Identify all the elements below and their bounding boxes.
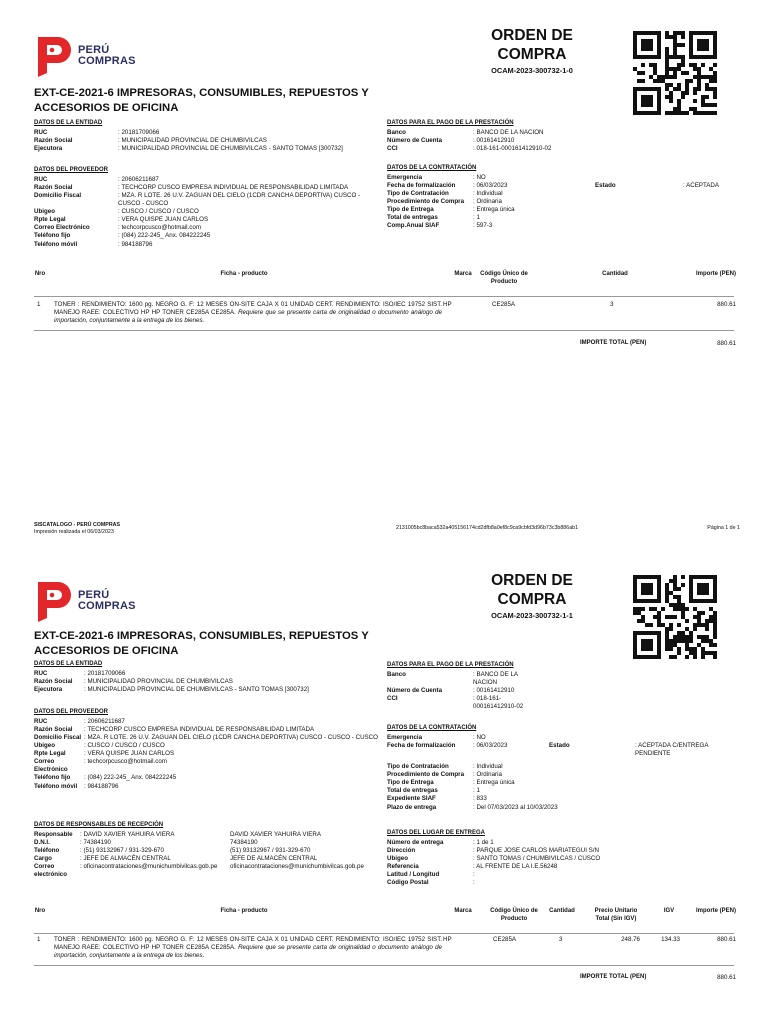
row-nro: 1 <box>37 301 41 308</box>
entity-ruc: : 20181709066 <box>118 129 160 136</box>
payment-account: : 00161412910 <box>473 687 515 695</box>
supplier-razon: : TECHCORP CUSCO EMPRESA INDIVIDUAL DE RESPONSABILIDAD LIMITADA <box>84 726 315 734</box>
row-ficha-note: Requiere que se presente carta de originalidad o documento análogo de importación, conjuntamente a la entrega de los bienes. <box>54 309 442 325</box>
supplier-mobile: : 984188796 <box>118 240 153 248</box>
col-cantidad: Cantidad <box>602 271 628 277</box>
entity-ruc: : 20181709066 <box>84 670 126 677</box>
contract-siaf-label: Expediente SIAF <box>387 795 436 803</box>
peru-compras-logo <box>34 577 144 625</box>
contract-emergency-label: Emergencia <box>387 174 423 181</box>
supplier-ubigeo: : CUSCO / CUSCO / CUSCO <box>84 742 165 750</box>
delivery-reference-label: Referencia <box>387 863 419 871</box>
payment-cci: : 018-161-000161412910-02 <box>473 145 552 153</box>
contract-date-label: Fecha de formalización <box>387 742 456 750</box>
delivery-place-header: DATOS DEL LUGAR DE ENTREGA <box>387 830 486 836</box>
supplier-phone: : (084) 222-245_ Anx. 084222245 <box>84 774 177 782</box>
payment-cci: : 018-161-000161412910-02 <box>473 695 524 711</box>
reception-dni-1: : 74384190 <box>80 839 111 847</box>
col-igv: IGV <box>663 908 675 914</box>
footer-hash: 2131005bc8baca532a405156174cd2dfb8a0ef8c9ca9cbfd3d96b73c3b886ab1 <box>396 525 579 531</box>
contract-deadline-label: Plazo de entrega <box>387 803 437 811</box>
delivery-reference: : AL FRENTE DE LA I.E.56248 <box>473 863 558 871</box>
contract-date: : 06/03/2023 <box>473 742 508 750</box>
contract-status: : ACEPTADA <box>683 182 719 190</box>
payment-account-label: Número de Cuenta <box>387 137 443 145</box>
footer-page: Página 1 de 1 <box>707 525 740 531</box>
entity-section <box>34 661 379 694</box>
reception-cargo-1: : JEFE DE ALMACÉN CENTRAL <box>80 855 171 863</box>
footer-system: SISCATALOGO - PERÚ COMPRAS <box>34 522 121 528</box>
order-code: OCAM-2023-300732-1-0 <box>491 65 573 75</box>
order-title-line1: ORDEN DE <box>491 572 573 589</box>
payment-account: : 00161412910 <box>473 137 515 145</box>
supplier-domicilio: : MZA. R LOTE. 26 U.V. ZAGUAN DEL CIELO (1CDR CANCHA DEPORTIVA) CUSCO - CUSCO - CUSCO <box>84 734 378 742</box>
order-title-line1: ORDEN DE <box>491 27 573 44</box>
contract-type: : Individual <box>473 763 503 771</box>
entity-razon-label: Razón Social <box>34 678 73 686</box>
delivery-place-section <box>387 830 732 887</box>
peru-compras-logo-icon <box>34 33 74 79</box>
delivery-address: : PARQUE JOSE CARLOS MARIATEGUI S/N <box>473 847 599 855</box>
entity-header: DATOS DE LA ENTIDAD <box>34 120 103 126</box>
entity-ejecutora-label: Ejecutora <box>34 145 63 153</box>
supplier-ubigeo-label: Ubigeo <box>34 208 55 216</box>
contract-type-label: Tipo de Contratación <box>387 190 449 198</box>
supplier-section <box>34 709 379 791</box>
table-row <box>34 936 734 966</box>
logo-text-line2: COMPRAS <box>78 600 136 612</box>
row-codigo: CE285A <box>492 301 516 308</box>
supplier-domicilio: : MZA. R LOTE. 26 U.V. ZAGUAN DEL CIELO (1CDR CANCHA DEPORTIVA) CUSCO - CUSCO - CUSCO <box>118 192 361 208</box>
contract-delivery-type: : Entrega única <box>473 206 515 214</box>
items-table-header <box>34 271 734 297</box>
supplier-email-label: Correo Electrónico <box>34 758 68 774</box>
footer-left <box>34 522 120 535</box>
supplier-email: : techcorpcusco@hotmail.com <box>84 758 167 766</box>
order-title-block <box>472 572 592 620</box>
contract-section <box>387 725 732 812</box>
contract-section <box>387 165 732 230</box>
payment-bank: : BANCO DE LA NACION <box>473 129 544 136</box>
supplier-phone: : (084) 222-245_ Anx. 084222245 <box>118 232 211 240</box>
contract-delivery-type-label: Tipo de Entrega <box>387 779 434 787</box>
contract-delivery-type: : Entrega única <box>473 779 515 787</box>
supplier-rpte: : VERA QUISPE JUAN CARLOS <box>118 216 209 224</box>
logo-text-line2: COMPRAS <box>78 55 136 67</box>
supplier-rpte-label: Rpte Legal <box>34 216 66 224</box>
supplier-domicilio-label: Domicilio Fiscal <box>34 192 82 200</box>
order-page-2 <box>0 545 768 1024</box>
contract-emergency: : NO <box>473 734 486 741</box>
contract-status-label: Estado <box>549 742 570 750</box>
row-importe: 880.61 <box>717 936 736 943</box>
reception-email-label: Correo electrónico <box>34 863 68 879</box>
reception-phone-1: : (51) 93132967 / 931-329-670 <box>80 847 164 855</box>
payment-header: DATOS PARA EL PAGO DE LA PRESTACIÓN <box>387 120 514 126</box>
col-nro: Nro <box>34 271 46 277</box>
contract-total-deliveries-label: Total de entregas <box>387 214 438 222</box>
entity-ejecutora-label: Ejecutora <box>34 686 63 694</box>
supplier-ruc-label: RUC <box>34 718 48 725</box>
contract-procedure-label: Procedimiento de Compra <box>387 198 465 206</box>
supplier-mobile-label: Teléfono móvil <box>34 782 78 790</box>
row-ficha-text: TONER : RENDIMIENTO: 1600 pg. NEGRO G. F: 12 MESES ON-SITE CAJA X 01 UNIDAD CERT. RENDIMIENTO: ISO/IEC 19752 SIST. MANEJO RAEE: COLECTIVO HP HP TONER CE285A CE285A. <box>54 301 442 317</box>
table-row <box>34 301 734 331</box>
col-nro: Nro <box>34 908 46 914</box>
entity-razon: : MUNICIPALIDAD PROVINCIAL DE CHUMBIVILCAS <box>84 678 233 686</box>
entity-razon-label: Razón Social <box>34 137 73 145</box>
row-ficha <box>54 301 442 325</box>
order-title-block <box>472 27 592 75</box>
contract-total-deliveries-label: Total de entregas <box>387 787 438 795</box>
supplier-razon-label: Razón Social <box>34 726 73 734</box>
contract-date-label: Fecha de formalización <box>387 182 456 190</box>
total-label: IMPORTE TOTAL (PEN) <box>580 340 647 346</box>
payment-header: DATOS PARA EL PAGO DE LA PRESTACIÓN <box>387 662 514 668</box>
col-codigo: Código Único de Producto <box>480 271 528 285</box>
delivery-postal: : <box>473 879 475 887</box>
row-cantidad: 3 <box>610 301 614 308</box>
reception-section <box>34 822 384 879</box>
total-label: IMPORTE TOTAL (PEN) <box>580 974 647 980</box>
reception-responsible-2: DAVID XAVIER YAHUIRA VIERA <box>230 831 322 838</box>
reception-phone-2: (51) 93132967 / 931-329-670 <box>230 847 311 855</box>
row-cantidad: 3 <box>559 936 563 943</box>
delivery-latlon: : <box>473 871 475 879</box>
row-marca: HP <box>443 936 452 943</box>
contract-procedure: : Ordinaria <box>473 198 502 206</box>
contract-emergency: : NO <box>473 174 486 181</box>
order-title-line2: COMPRA <box>497 45 567 63</box>
total-value: 880.61 <box>717 340 736 347</box>
row-ficha-note: Requiere que se presente carta de originalidad o documento análogo de importación, conjuntamente a la entrega de los bienes. <box>54 944 442 960</box>
order-title-line2: COMPRA <box>497 590 567 608</box>
reception-cargo-label: Cargo <box>34 855 52 863</box>
order-code: OCAM-2023-300732-1-1 <box>491 610 573 620</box>
delivery-postal-label: Código Postal <box>387 879 429 887</box>
payment-cci-label: CCI <box>387 145 398 153</box>
payment-bank: : BANCO DE LA NACION <box>473 671 518 687</box>
entity-ejecutora: : MUNICIPALIDAD PROVINCIAL DE CHUMBIVILCAS - SANTO TOMAS [300732] <box>84 686 309 694</box>
row-ficha-text: TONER : RENDIMIENTO: 1600 pg. NEGRO G. F: 12 MESES ON-SITE CAJA X 01 UNIDAD CERT. RENDIMIENTO: ISO/IEC 19752 SIST. MANEJO RAEE: COLECTIVO HP HP TONER CE285A CE285A. <box>54 936 442 952</box>
supplier-mobile: : 984188796 <box>84 782 119 790</box>
reception-responsible-1: : DAVID XAVIER YAHUIRA VIERA <box>80 831 175 838</box>
reception-email-2: oficinacontrataciones@munichumbivilcas.gob.pe <box>230 863 364 871</box>
entity-ruc-label: RUC <box>34 129 48 136</box>
reception-responsible-label: Responsable <box>34 831 73 838</box>
row-codigo: CE285A <box>493 936 517 943</box>
contract-procedure: : Ordinaria <box>473 771 502 779</box>
entity-ruc-label: RUC <box>34 670 48 677</box>
total-value: 880.61 <box>717 974 736 981</box>
supplier-domicilio-label: Domicilio Fiscal <box>34 734 82 742</box>
procedure-title: EXT-CE-2021-6 IMPRESORAS, CONSUMIBLES, REPUESTOS Y ACCESORIOS DE OFICINA <box>34 630 369 657</box>
contract-siaf: : 597-3 <box>473 222 493 230</box>
contract-status-label: Estado <box>595 182 616 190</box>
contract-status: : ACEPTADA C/ENTREGA PENDIENTE <box>635 742 709 758</box>
supplier-section <box>34 167 379 249</box>
reception-phone-label: Teléfono <box>34 847 60 855</box>
contract-total-deliveries: : 1 <box>473 787 480 795</box>
entity-ejecutora: : MUNICIPALIDAD PROVINCIAL DE CHUMBIVILCAS - SANTO TOMAS [300732] <box>118 145 343 153</box>
payment-section <box>387 120 727 153</box>
delivery-ubigeo: : SANTO TOMAS / CHUMBIVILCAS / CUSCO <box>473 855 601 863</box>
supplier-email: : techcorpcusco@hotmail.com <box>118 224 201 232</box>
contract-deadline: : Del 07/03/2023 al 10/03/2023 <box>473 803 558 811</box>
contract-procedure-label: Procedimiento de Compra <box>387 771 465 779</box>
procedure-title: EXT-CE-2021-6 IMPRESORAS, CONSUMIBLES, REPUESTOS Y ACCESORIOS DE OFICINA <box>34 87 369 114</box>
contract-date: : 06/03/2023 <box>473 182 508 190</box>
qr-code-icon <box>633 575 717 659</box>
entity-header: DATOS DE LA ENTIDAD <box>34 661 103 667</box>
logo-text-line1: PERÚ <box>78 44 110 56</box>
reception-dni-label: D.N.I. <box>34 839 50 847</box>
delivery-address-label: Dirección <box>387 847 416 855</box>
col-cantidad: Cantidad <box>549 908 575 914</box>
qr-code-icon <box>633 31 717 115</box>
supplier-header: DATOS DEL PROVEEDOR <box>34 709 109 715</box>
row-marca: HP <box>443 301 452 308</box>
supplier-ruc: : 20606211687 <box>84 718 125 725</box>
contract-header: DATOS DE LA CONTRATACIÓN <box>387 725 477 731</box>
supplier-razon: : TECHCORP CUSCO EMPRESA INDIVIDUAL DE RESPONSABILIDAD LIMITADA <box>118 184 349 192</box>
delivery-number-label: Número de entrega <box>387 839 444 846</box>
col-importe: Importe (PEN) <box>695 271 736 277</box>
entity-section <box>34 120 379 153</box>
reception-cargo-2: JEFE DE ALMACÉN CENTRAL <box>230 855 318 863</box>
row-importe: 880.61 <box>717 301 736 308</box>
contract-emergency-label: Emergencia <box>387 734 423 741</box>
payment-cci-label: CCI <box>387 695 398 703</box>
supplier-mobile-label: Teléfono móvil <box>34 240 78 248</box>
row-precio: 248.76 <box>621 936 640 943</box>
logo-text-line1: PERÚ <box>78 589 110 601</box>
payment-section <box>387 662 727 711</box>
contract-type: : Individual <box>473 190 503 198</box>
supplier-ubigeo: : CUSCO / CUSCO / CUSCO <box>118 208 199 216</box>
supplier-ubigeo-label: Ubigeo <box>34 742 55 750</box>
delivery-latlon-label: Latitud / Longitud <box>387 871 440 879</box>
supplier-phone-label: Teléfono fijo <box>34 232 71 240</box>
col-precio: Precio Unitario Total (Sin IGV) <box>594 908 638 922</box>
row-ficha <box>54 936 442 960</box>
col-codigo: Código Único de Producto <box>490 908 538 922</box>
peru-compras-logo-icon <box>34 578 74 624</box>
supplier-phone-label: Teléfono fijo <box>34 774 71 782</box>
supplier-rpte: : VERA QUISPE JUAN CARLOS <box>84 750 175 758</box>
col-marca: Marca <box>454 908 472 914</box>
reception-email-1: : oficinacontrataciones@munichumbivilcas.gob.pe <box>80 863 218 871</box>
row-igv: 134.33 <box>661 936 680 943</box>
supplier-razon-label: Razón Social <box>34 184 73 192</box>
contract-total-deliveries: : 1 <box>473 214 480 222</box>
payment-bank-label: Banco <box>387 129 406 136</box>
reception-dni-2: 74384190 <box>230 839 258 847</box>
footer-printed: Impresión realizada el 06/03/2023 <box>34 528 114 535</box>
entity-razon: : MUNICIPALIDAD PROVINCIAL DE CHUMBIVILCAS <box>118 137 267 145</box>
contract-type-label: Tipo de Contratación <box>387 763 449 771</box>
payment-account-label: Número de Cuenta <box>387 687 443 695</box>
col-ficha: Ficha - producto <box>220 271 268 277</box>
supplier-rpte-label: Rpte Legal <box>34 750 66 758</box>
items-table-header <box>34 908 734 934</box>
reception-header: DATOS DE RESPONSABLES DE RECEPCIÓN <box>34 822 164 828</box>
supplier-ruc-label: RUC <box>34 176 48 183</box>
peru-compras-logo <box>34 32 144 80</box>
col-marca: Marca <box>454 271 472 277</box>
contract-delivery-type-label: Tipo de Entrega <box>387 206 434 214</box>
supplier-header: DATOS DEL PROVEEDOR <box>34 167 109 173</box>
row-nro: 1 <box>37 936 41 943</box>
supplier-ruc: : 20606211687 <box>118 176 159 183</box>
contract-siaf: : 833 <box>473 795 487 803</box>
supplier-email-label: Correo Electrónico <box>34 224 90 232</box>
delivery-number: : 1 de 1 <box>473 839 494 846</box>
delivery-ubigeo-label: Ubigeo <box>387 855 408 863</box>
contract-siaf-label: Comp.Anual SIAF <box>387 222 440 230</box>
contract-header: DATOS DE LA CONTRATACIÓN <box>387 165 477 171</box>
payment-bank-label: Banco <box>387 671 406 678</box>
col-ficha: Ficha - producto <box>220 908 268 914</box>
col-importe: Importe (PEN) <box>695 908 736 914</box>
